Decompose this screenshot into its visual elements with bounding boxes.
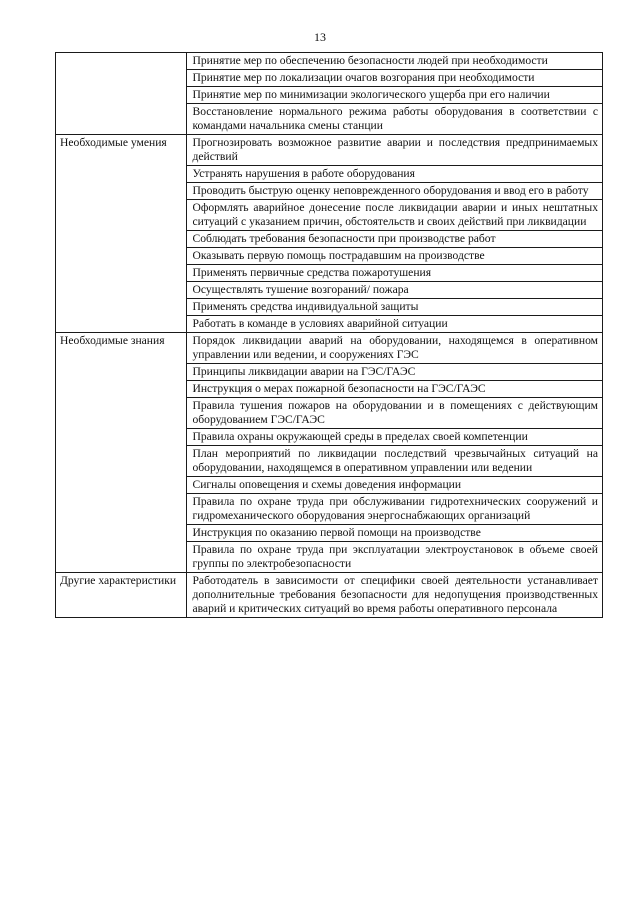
table-row	[56, 573, 603, 618]
table-cell: Работодатель в зависимости от специфики своей деятельности устанавливает дополнительные требования безопасности для недопущения производственных аварий и критических ситуаций во время работы оперативного персонала	[187, 573, 603, 618]
table-row	[56, 333, 603, 364]
section-label	[56, 53, 187, 135]
page-number: 13	[314, 30, 326, 44]
table-cell: Принципы ликвидации аварии на ГЭС/ГАЭС	[187, 364, 603, 381]
table-cell: Прогнозировать возможное развитие аварии и последствия предпринимаемых действий	[187, 135, 603, 166]
table-cell: Применять первичные средства пожаротушения	[187, 265, 603, 282]
table-cell: Работать в команде в условиях аварийной ситуации	[187, 316, 603, 333]
table-cell: Инструкция по оказанию первой помощи на производстве	[187, 525, 603, 542]
table-cell: Применять средства индивидуальной защиты	[187, 299, 603, 316]
table-cell: Принятие мер по локализации очагов возгорания при необходимости	[187, 70, 603, 87]
table-cell: Правила тушения пожаров на оборудовании и в помещениях с действующим оборудованием ГЭС/ГАЭС	[187, 398, 603, 429]
section-label: Необходимые умения	[56, 135, 187, 333]
table-cell: Оказывать первую помощь пострадавшим на производстве	[187, 248, 603, 265]
table-cell: Принятие мер по обеспечению безопасности людей при необходимости	[187, 53, 603, 70]
section-label: Необходимые знания	[56, 333, 187, 573]
table-cell: Правила по охране труда при обслуживании гидротехнических сооружений и гидромеханического оборудования энергоснабжающих организаций	[187, 494, 603, 525]
table-cell: Правила по охране труда при эксплуатации электроустановок в объеме своей группы по электробезопасности	[187, 542, 603, 573]
table-cell: План мероприятий по ликвидации последствий чрезвычайных ситуаций на оборудовании, находящемся в оперативном управлении или ведении	[187, 446, 603, 477]
table-cell: Сигналы оповещения и схемы доведения информации	[187, 477, 603, 494]
table-cell: Принятие мер по минимизации экологического ущерба при его наличии	[187, 87, 603, 104]
table-cell: Устранять нарушения в работе оборудования	[187, 166, 603, 183]
table-cell: Соблюдать требования безопасности при производстве работ	[187, 231, 603, 248]
table-row	[56, 53, 603, 70]
table-cell: Проводить быструю оценку неповрежденного оборудования и ввод его в работу	[187, 183, 603, 200]
section-label: Другие характеристики	[56, 573, 187, 618]
table-cell: Восстановление нормального режима работы оборудования в соответствии с командами начальника смены станции	[187, 104, 603, 135]
table-cell: Инструкция о мерах пожарной безопасности на ГЭС/ГАЭС	[187, 381, 603, 398]
table-cell: Порядок ликвидации аварий на оборудовании, находящемся в оперативном управлении или ведении, и сооружениях ГЭС	[187, 333, 603, 364]
table-cell: Правила охраны окружающей среды в пределах своей компетенции	[187, 429, 603, 446]
table-cell: Осуществлять тушение возгораний/ пожара	[187, 282, 603, 299]
requirements-table-body	[56, 53, 603, 618]
table-row	[56, 135, 603, 166]
table-cell: Оформлять аварийное донесение после ликвидации аварии и иных нештатных ситуаций с указанием причин, обстоятельств и своих действий при ликвидации	[187, 200, 603, 231]
requirements-table	[55, 52, 603, 618]
